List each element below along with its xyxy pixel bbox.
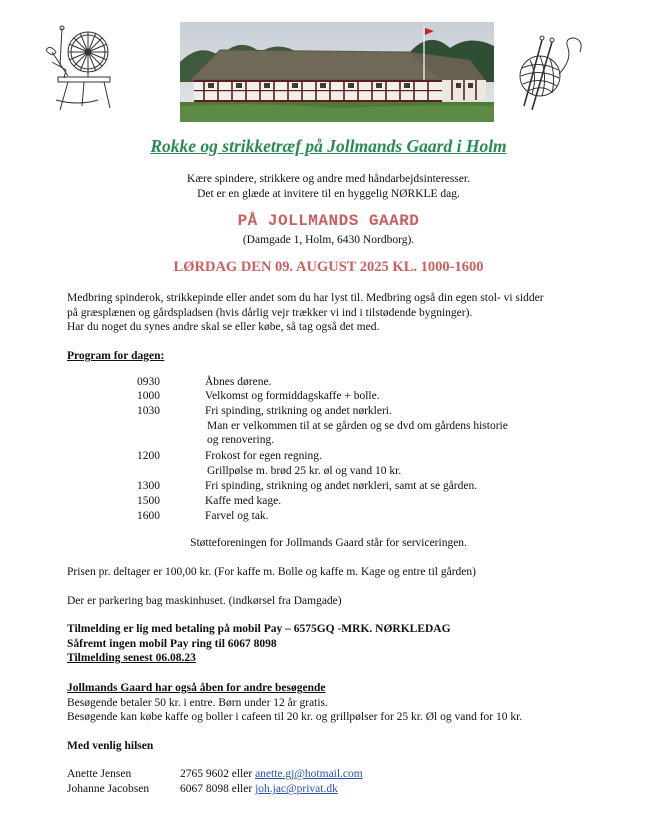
- contact-row: [67, 768, 487, 782]
- program-row: [137, 465, 557, 479]
- program-list: [137, 376, 557, 526]
- program-row: [137, 405, 557, 419]
- program-desc: Grillpølse m. brød 25 kr. øl og vand 10 kr.: [207, 465, 402, 477]
- closing-greeting: Med venlig hilsen: [67, 740, 154, 752]
- intro-text: [0, 172, 657, 202]
- contact-row: [67, 783, 487, 797]
- program-desc: Farvel og tak.: [205, 510, 269, 522]
- contact-info: [180, 768, 363, 780]
- program-time: 1030: [137, 405, 160, 417]
- parking-line: Der er parkering bag maskinhuset. (indkørsel fra Damgade): [67, 595, 342, 607]
- registration-line: Såfremt ingen mobil Pay ring til 6067 8098: [67, 637, 277, 650]
- farmhouse-photo: [180, 22, 494, 122]
- program-time: 1600: [137, 510, 160, 522]
- visitors-line: Besøgende kan købe kaffe og boller i cafeen til 20 kr. og grillpølser for 25 kr. Øl og vand for 10 kr.: [67, 711, 523, 724]
- bring-line: Medbring spinderok, strikkepinde eller andet som du har lyst til. Medbring også din egen stol- vi sidder: [67, 292, 544, 304]
- registration-block: [67, 622, 597, 666]
- program-row: [137, 420, 557, 434]
- program-desc: Kaffe med kage.: [205, 495, 282, 507]
- contact-name: Johanne Jacobsen: [67, 783, 150, 795]
- contact-phone: 6067 8098 eller: [180, 783, 256, 795]
- program-row: [137, 450, 557, 464]
- knitting-yarn-icon: [502, 30, 590, 112]
- venue-address: (Damgade 1, Holm, 6430 Nordborg).: [242, 234, 415, 246]
- program-desc: Fri spinding, strikning og andet nørkleri.: [205, 405, 392, 417]
- contact-phone: 2765 9602 eller: [180, 768, 256, 780]
- program-time: 0930: [137, 376, 160, 388]
- program-heading: Program for dagen:: [67, 350, 165, 362]
- program-desc: Åbnes dørene.: [205, 376, 272, 388]
- event-date: LØRDAG DEN 09. AUGUST 2025 KL. 1000-1600: [173, 259, 484, 275]
- program-row: [137, 495, 557, 509]
- program-desc: Frokost for egen regning.: [205, 450, 322, 462]
- spinning-wheel-icon: [38, 22, 116, 114]
- contact-email-link[interactable]: joh.jac@privat.dk: [255, 783, 338, 795]
- program-row: [137, 434, 557, 448]
- registration-line: Tilmelding er lig med betaling på mobil Pay – 6575GQ -MRK. NØRKLEDAG: [67, 623, 451, 635]
- bring-paragraph: [67, 291, 597, 335]
- visitors-line: Besøgende betaler 50 kr. i entre. Børn under 12 år gratis.: [67, 696, 328, 709]
- contact-email-link[interactable]: anette.gj@hotmail.com: [255, 768, 363, 780]
- program-time: 1200: [137, 450, 160, 462]
- visitors-block: [67, 681, 597, 725]
- program-desc: og renovering.: [207, 434, 275, 446]
- contact-name: Anette Jensen: [67, 768, 132, 780]
- program-time: 1000: [137, 390, 160, 402]
- bring-line: Har du noget du synes andre skal se eller købe, så tag også det med.: [67, 321, 380, 334]
- program-row: [137, 510, 557, 524]
- visitors-heading: Jollmands Gaard har også åben for andre besøgende: [67, 682, 326, 694]
- program-row: [137, 376, 557, 390]
- page-title: Rokke og strikketræf på Jollmands Gaard i Holm: [150, 136, 507, 156]
- program-row: [137, 480, 557, 494]
- intro-line: Kære spindere, strikkere og andre med håndarbejdsinteresser.: [187, 173, 470, 185]
- support-note: Støtteforeningen for Jollmands Gaard står for serviceringen.: [190, 537, 467, 549]
- venue-heading: PÅ JOLLMANDS GAARD: [237, 212, 420, 230]
- program-desc: Man er velkommen til at se gården og se dvd om gårdens historie: [207, 420, 508, 432]
- price-line: Prisen pr. deltager er 100,00 kr. (For kaffe m. Bolle og kaffe m. Kage og entre til gården): [67, 566, 476, 578]
- program-desc: Velkomst og formiddagskaffe + bolle.: [205, 390, 380, 402]
- program-row: [137, 390, 557, 404]
- registration-deadline: Tilmelding senest 06.08.23: [67, 652, 196, 665]
- program-desc: Fri spinding, strikning og andet nørkleri, samt at se gården.: [205, 480, 478, 492]
- program-time: 1500: [137, 495, 160, 507]
- intro-line: Det er en glæde at invitere til en hyggelig NØRKLE dag.: [197, 188, 460, 200]
- bring-line: på græsplænen og gårdspladsen (hvis dårlig vejr trækker vi ind i tilstødende bygninger).: [67, 306, 473, 319]
- program-time: 1300: [137, 480, 160, 492]
- contact-info: [180, 783, 338, 795]
